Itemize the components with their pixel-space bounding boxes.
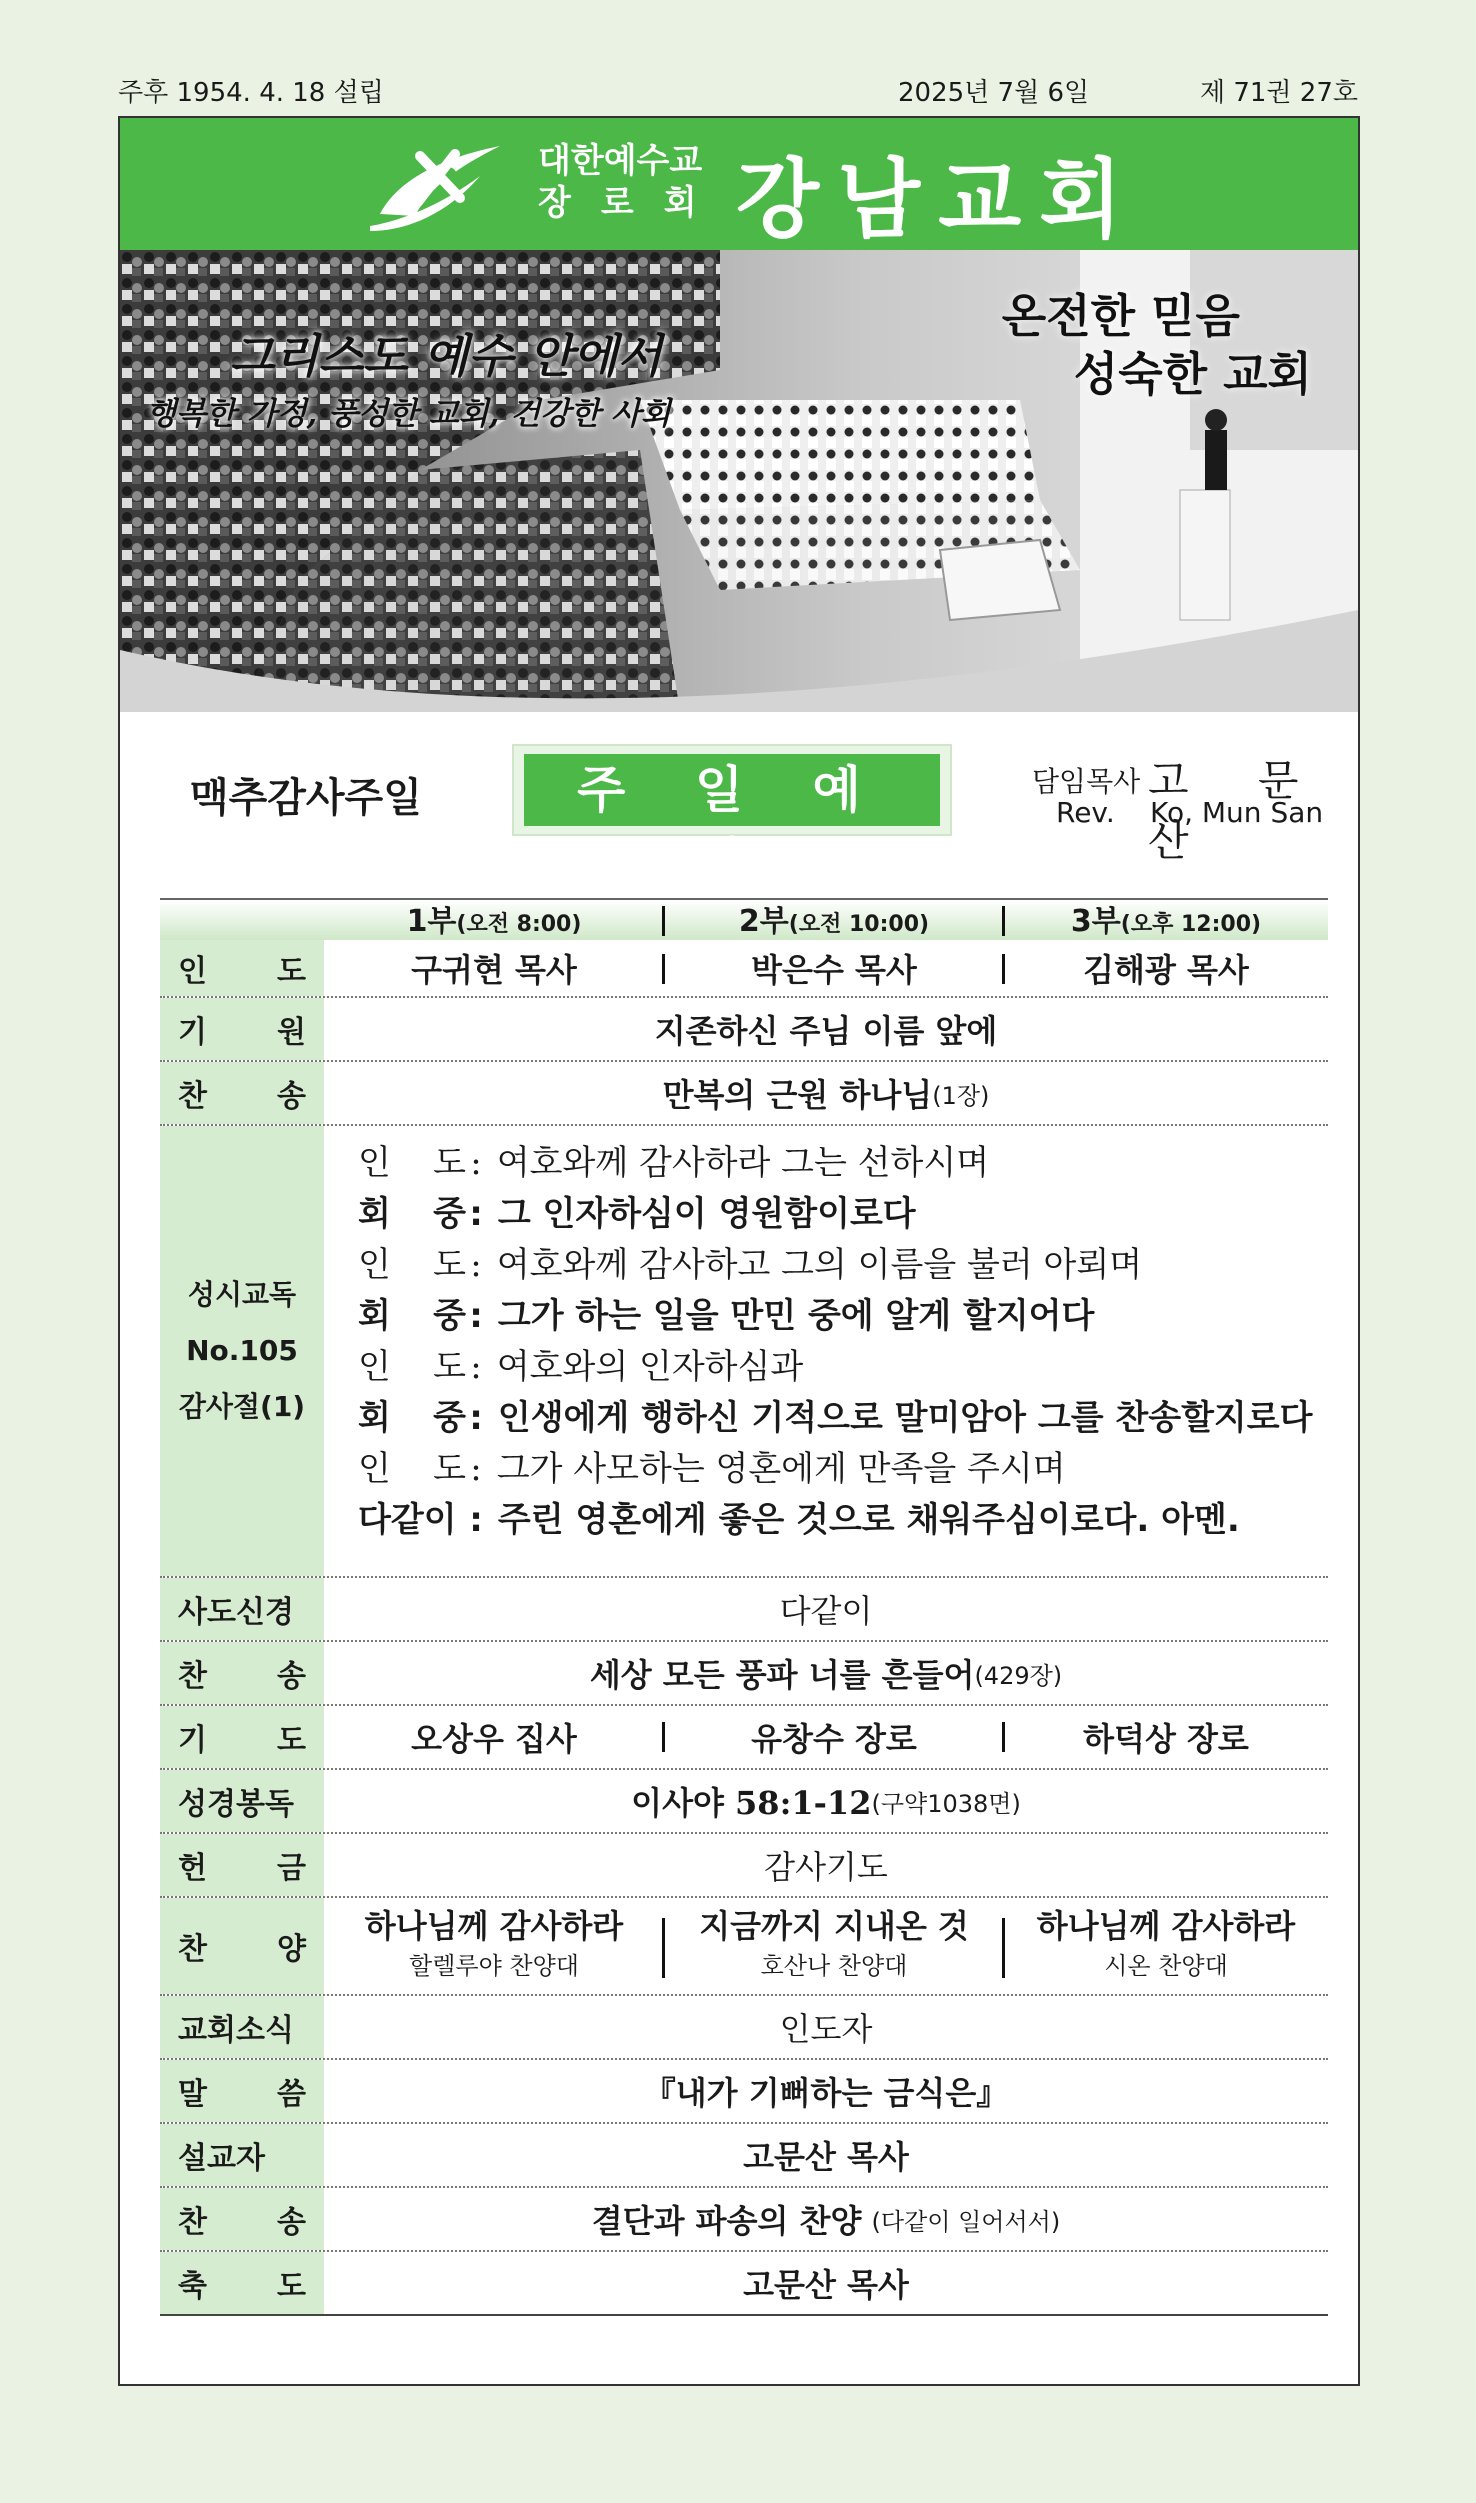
row-content: 다같이 (779, 1592, 873, 1630)
row-hymn-1 (160, 1062, 1328, 1126)
slogan-main: 그리스도 예수 안에서 (230, 329, 662, 383)
row-prayer (160, 1706, 1328, 1770)
row-label: 찬 양 (160, 1898, 324, 1994)
row-content: 고문산 목사 (743, 2138, 909, 2176)
denomination-line2: 장로회 (538, 183, 727, 223)
row-anthem (160, 1898, 1328, 1996)
row-label: 기 원 (160, 998, 324, 1060)
leader-1: 구귀현 목사 (411, 951, 577, 989)
reading-line: 다같이 : 주린 영혼에게 좋은 것으로 채워주심이로다. 아멘. (358, 1500, 1240, 1540)
slogan-sub: 행복한 가정, 풍성한 교회, 건강한 사회 (146, 396, 671, 432)
row-label: 말 씀 (160, 2060, 324, 2122)
prayer-leader-3: 하덕상 장로 (1083, 1720, 1249, 1758)
row-content: 고문산 목사 (743, 2266, 909, 2304)
masthead-line (118, 72, 1358, 112)
row-invocation (160, 940, 1328, 998)
denomination-line1: 대한예수교 (538, 141, 703, 181)
service-times-header (160, 898, 1328, 940)
row-label: 성시교독 No.105 감사절(1) (160, 1126, 324, 1576)
row-label: 설교자 (160, 2124, 324, 2186)
row-label: 사도신경 (160, 1578, 324, 1640)
reading-line: 인 도 : 여호와께 감사하라 그는 선하시며 (358, 1143, 990, 1183)
row-label: 기 도 (160, 1706, 324, 1768)
row-responsive-reading (160, 1126, 1328, 1578)
row-label: 성경봉독 (160, 1770, 324, 1832)
row-hymn-3 (160, 2188, 1328, 2252)
row-label: 찬 송 (160, 1642, 324, 1704)
reading-line: 인 도 : 여호와께 감사하고 그의 이름을 불러 아뢰며 (358, 1245, 1143, 1285)
order-of-worship (160, 898, 1328, 2316)
row-content: 지존하신 주님 이름 앞에 (654, 1012, 998, 1050)
volume-number: 제 71권 27호 (1199, 78, 1358, 108)
pastor-name-en: Ko, Mun San (1150, 796, 1324, 829)
responsive-lines (358, 1138, 1318, 1546)
reading-line: 회 중: 그 인자하심이 영원함이로다 (358, 1194, 916, 1234)
reading-line: 회 중: 그가 하는 일을 만민 중에 알게 할지어다 (358, 1296, 1095, 1336)
reading-line: 인 도 : 그가 사모하는 영혼에게 만족을 주시며 (358, 1449, 1066, 1489)
bulletin-page (118, 116, 1360, 2386)
reading-line: 회 중: 인생에게 행하신 기적으로 말미암아 그를 찬송할지로다 (358, 1398, 1313, 1438)
denomination (538, 140, 727, 224)
leader-3: 김해광 목사 (1083, 951, 1249, 989)
row-label: 찬 송 (160, 2188, 324, 2250)
row-content: 『내가 기뻐하는 금식은』 (643, 2074, 1009, 2112)
church-name: 강남교회 (736, 150, 1141, 250)
service-header (120, 738, 1358, 891)
row-content: 만복의 근원 하나님 (1장) (662, 1076, 990, 1114)
anthem-2: 지금까지 지내온 것 호산나 찬양대 (699, 1907, 969, 1980)
leader-2: 박은수 목사 (751, 951, 917, 989)
row-label: 헌 금 (160, 1834, 324, 1896)
pastor-title: 담임목사 (1032, 765, 1141, 798)
congregation-photo (120, 250, 1358, 712)
row-content: 결단과 파송의 찬양 (다같이 일어서서) (591, 2202, 1061, 2240)
church-banner (120, 118, 1358, 250)
row-label: 교회소식 (160, 1996, 324, 2058)
row-scripture (160, 1770, 1328, 1834)
service-1-header: 1부(오전 8:00) (406, 904, 582, 939)
anthem-1: 하나님께 감사하라 할렐루야 찬양대 (364, 1907, 624, 1980)
row-offering (160, 1834, 1328, 1898)
reading-line: 인 도 : 여호와의 인자하심과 (358, 1347, 804, 1387)
row-label: 인 도 (160, 940, 324, 996)
row-content: 세상 모든 풍파 너를 흔들어 (429장) (589, 1656, 1063, 1694)
prayer-leader-1: 오상우 집사 (411, 1720, 577, 1758)
row-silent-prayer (160, 998, 1328, 1062)
row-hymn-2 (160, 1642, 1328, 1706)
row-content: 인도자 (779, 2010, 873, 2048)
issue-date: 2025년 7월 6일 (898, 78, 1090, 108)
service-title-box (512, 744, 952, 891)
row-benediction (160, 2252, 1328, 2316)
occasion-title: 맥추감사주일 (190, 775, 422, 821)
motto-line2: 성숙한 교회 (1073, 347, 1312, 401)
service-2-header: 2부(오전 10:00) (738, 904, 930, 939)
service-3-header: 3부(오후 12:00) (1070, 904, 1262, 939)
rev-label: Rev. (1056, 796, 1115, 829)
row-content: 이사야 58:1-12 (구약1038면) (631, 1784, 1021, 1822)
pastor-name: 고 문 산 (1148, 756, 1327, 865)
motto-line1: 온전한 믿음 (1001, 289, 1240, 343)
row-label: 축 도 (160, 2252, 324, 2314)
prayer-leader-2: 유창수 장로 (751, 1720, 917, 1758)
founded-date: 주후 1954. 4. 18 설립 (118, 78, 384, 108)
row-news (160, 1996, 1328, 2060)
row-preacher (160, 2124, 1328, 2188)
row-creed (160, 1578, 1328, 1642)
row-content: 감사기도 (764, 1848, 888, 1886)
row-label: 찬 송 (160, 1062, 324, 1124)
church-logo-icon (360, 136, 510, 236)
anthem-3: 하나님께 감사하라 시온 찬양대 (1036, 1907, 1296, 1980)
row-sermon (160, 2060, 1328, 2124)
service-title: 주 일 예 배 (524, 754, 940, 826)
